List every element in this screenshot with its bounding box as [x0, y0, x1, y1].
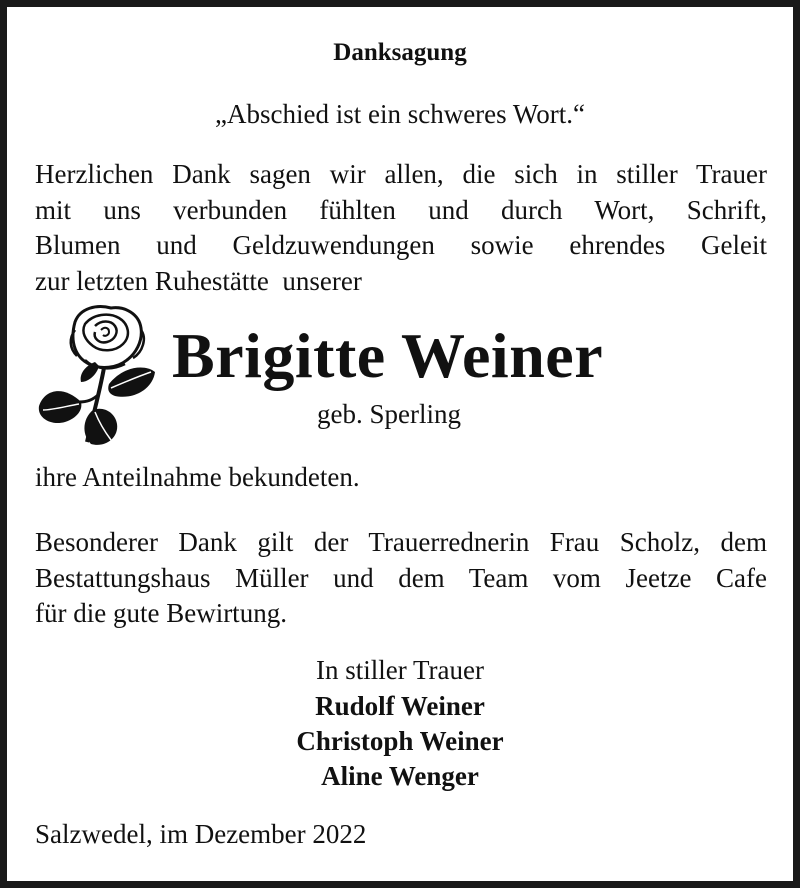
intro-paragraph: [35, 157, 767, 299]
intro-line: Herzlichen Dank sagen wir allen, die sich in stiller Trauer: [35, 159, 767, 189]
mourners-intro: In stiller Trauer: [316, 655, 484, 685]
mourner-name: Aline Wenger: [321, 761, 479, 791]
after-name-text: ihre Anteilnahme bekundeten.: [35, 462, 360, 492]
mourner-name: Christoph Weiner: [296, 726, 504, 756]
rose-icon: [35, 302, 157, 447]
obituary-card: [7, 7, 793, 881]
thanks-line: für die gute Bewirtung.: [35, 598, 287, 628]
intro-line: zur letzten Ruhestätte unserer: [35, 265, 362, 296]
thanks-paragraph: [35, 525, 767, 632]
birth-name: geb. Sperling: [317, 399, 461, 429]
intro-line: Blumen und Geldzuwendungen sowie ehrendes Geleit: [35, 230, 767, 260]
quote: „Abschied ist ein schweres Wort.“: [215, 99, 585, 129]
place-date: Salzwedel, im Dezember 2022: [35, 819, 367, 849]
heading: Danksagung: [333, 39, 467, 66]
thanks-line: Besonderer Dank gilt der Trauerrednerin Frau Scholz, dem: [35, 527, 767, 557]
mourner-name: Rudolf Weiner: [315, 691, 485, 721]
intro-line: mit uns verbunden fühlten und durch Wort, Schrift,: [35, 194, 767, 225]
thanks-line: Bestattungshaus Müller und dem Team vom Jeetze Cafe: [35, 562, 767, 593]
deceased-name: Brigitte Weiner: [172, 320, 604, 391]
